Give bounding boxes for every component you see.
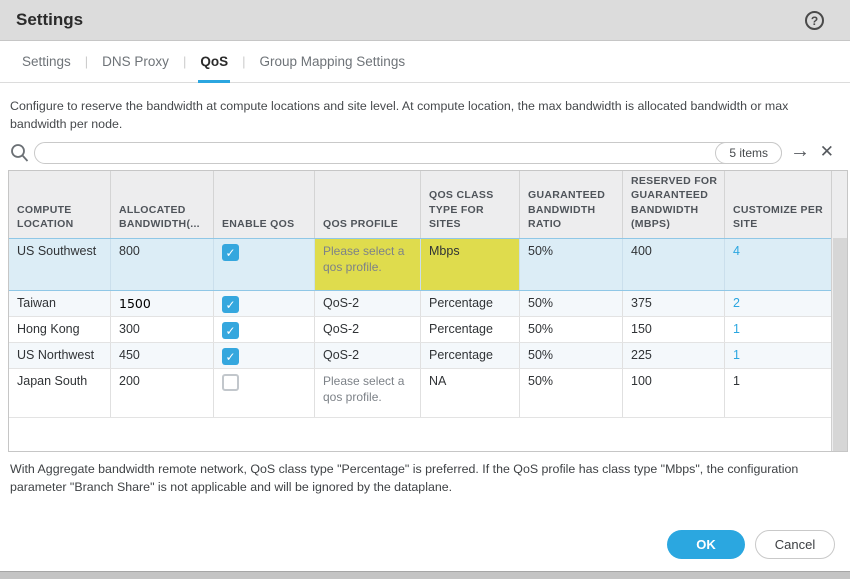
cell-allocated-bandwidth: 1500 [111, 291, 214, 316]
cell-customize-per-site [725, 369, 832, 417]
tab-qos[interactable]: QoS [200, 41, 228, 82]
cell-customize-per-site [725, 239, 832, 290]
cell-qos-class-type: Percentage [421, 317, 520, 342]
table-empty-area [9, 418, 832, 451]
cell-qos-profile[interactable] [315, 369, 421, 417]
cell-enable-qos [214, 369, 315, 417]
cell-guaranteed-ratio: 50% [520, 317, 623, 342]
column-header[interactable]: ALLOCATED BANDWIDTH(... [111, 171, 214, 238]
page-title: Settings [16, 10, 84, 29]
search-icon [10, 143, 29, 168]
cell-enable-qos [214, 343, 315, 368]
column-header[interactable]: COMPUTE LOCATION [9, 171, 111, 238]
cancel-button[interactable]: Cancel [755, 530, 835, 559]
scrollbar-thumb[interactable] [833, 238, 847, 451]
cell-allocated-bandwidth: 450 [111, 343, 214, 368]
help-icon[interactable]: ? [805, 11, 824, 30]
qos-profile-value: Please select a qos profile. [323, 244, 405, 274]
table-header-row [9, 171, 832, 239]
tab-settings[interactable]: Settings [22, 54, 71, 69]
enable-qos-checkbox[interactable]: ✓ [222, 296, 239, 313]
qos-profile-value: QoS-2 [323, 322, 360, 336]
search-row [10, 142, 840, 166]
cell-allocated-bandwidth: 800 [111, 239, 214, 290]
item-count-badge: 5 items [715, 142, 782, 164]
cell-enable-qos [214, 291, 315, 316]
tab-separator: | [182, 54, 187, 69]
table-row[interactable] [9, 239, 832, 291]
cell-qos-class-type: Percentage [421, 291, 520, 316]
customize-per-site-value[interactable]: 4 [733, 244, 740, 258]
cell-guaranteed-ratio: 50% [520, 343, 623, 368]
cell-customize-per-site [725, 343, 832, 368]
cell-qos-profile[interactable] [315, 291, 421, 316]
cell-guaranteed-ratio: 50% [520, 369, 623, 417]
cell-enable-qos [214, 239, 315, 290]
cell-reserved-bandwidth: 225 [623, 343, 725, 368]
cell-reserved-bandwidth: 375 [623, 291, 725, 316]
cell-compute-location: Hong Kong [9, 317, 111, 342]
column-header[interactable]: ENABLE QOS [214, 171, 315, 238]
cell-compute-location: Taiwan [9, 291, 111, 316]
enable-qos-checkbox[interactable] [222, 374, 239, 391]
cell-reserved-bandwidth: 400 [623, 239, 725, 290]
qos-profile-value: QoS-2 [323, 296, 360, 310]
tab-dns-proxy[interactable]: DNS Proxy [102, 54, 169, 69]
table-scrollbar[interactable] [831, 171, 847, 451]
table-row[interactable] [9, 291, 832, 317]
tab-separator: | [84, 54, 89, 69]
cell-allocated-bandwidth: 200 [111, 369, 214, 417]
cell-qos-profile[interactable] [315, 317, 421, 342]
table-row[interactable] [9, 369, 832, 418]
enable-qos-checkbox[interactable]: ✓ [222, 322, 239, 339]
cell-customize-per-site [725, 317, 832, 342]
clear-search-icon[interactable]: ✕ [819, 142, 834, 161]
customize-per-site-value[interactable]: 1 [733, 348, 740, 362]
column-header[interactable]: QOS CLASS TYPE FOR SITES [421, 171, 520, 238]
ok-button[interactable]: OK [667, 530, 745, 559]
tab-group-mapping-settings[interactable]: Group Mapping Settings [259, 54, 406, 69]
cell-compute-location: Japan South [9, 369, 111, 417]
search-input[interactable] [47, 144, 701, 162]
description-text: Configure to reserve the bandwidth at compute locations and site level. At compute location, the max bandwidth is allocated bandwidth or max bandwidth per node. [10, 99, 789, 131]
cell-allocated-bandwidth: 300 [111, 317, 214, 342]
qos-profile-value: Please select a qos profile. [323, 374, 405, 404]
search-field[interactable] [34, 142, 782, 164]
cell-compute-location: US Southwest [9, 239, 111, 290]
tab-bar [0, 41, 850, 83]
column-header[interactable]: GUARANTEED BANDWIDTH RATIO [520, 171, 623, 238]
cell-reserved-bandwidth: 150 [623, 317, 725, 342]
column-header[interactable]: CUSTOMIZE PER SITE [733, 203, 824, 230]
footer-note: With Aggregate bandwidth remote network, QoS class type "Percentage" is preferred. If the QoS profile has class type "Mbps", the configuration parameter "Branch Share" is not applicable and will be ignored by the dataplane. [10, 462, 799, 494]
enable-qos-checkbox[interactable]: ✓ [222, 244, 239, 261]
cell-customize-per-site [725, 291, 832, 316]
cell-guaranteed-ratio: 50% [520, 239, 623, 290]
cell-compute-location: US Northwest [9, 343, 111, 368]
cell-enable-qos [214, 317, 315, 342]
cell-reserved-bandwidth: 100 [623, 369, 725, 417]
table-row[interactable] [9, 317, 832, 343]
customize-per-site-value: 1 [733, 374, 740, 388]
customize-per-site-value[interactable]: 1 [733, 322, 740, 336]
window-bottom-edge [0, 571, 850, 579]
apply-filter-arrow-icon[interactable]: → [790, 140, 810, 162]
cell-qos-class-type: NA [421, 369, 520, 417]
column-header[interactable]: QOS PROFILE [315, 171, 421, 238]
customize-per-site-value[interactable]: 2 [733, 296, 740, 310]
enable-qos-checkbox[interactable]: ✓ [222, 348, 239, 365]
table-body [9, 239, 832, 418]
qos-table [8, 170, 848, 452]
dialog-titlebar [0, 0, 850, 41]
tab-separator: | [242, 54, 246, 69]
table-main [9, 171, 832, 451]
cell-qos-class-type: Percentage [421, 343, 520, 368]
cell-qos-class-type: Mbps [421, 239, 520, 290]
column-header[interactable]: RESERVED FOR GUARANTEED BANDWIDTH (MBPS) [623, 171, 725, 238]
table-row[interactable] [9, 343, 832, 369]
cell-guaranteed-ratio: 50% [520, 291, 623, 316]
cell-qos-profile[interactable] [315, 343, 421, 368]
qos-profile-value: QoS-2 [323, 348, 360, 362]
cell-qos-profile[interactable] [315, 239, 421, 290]
